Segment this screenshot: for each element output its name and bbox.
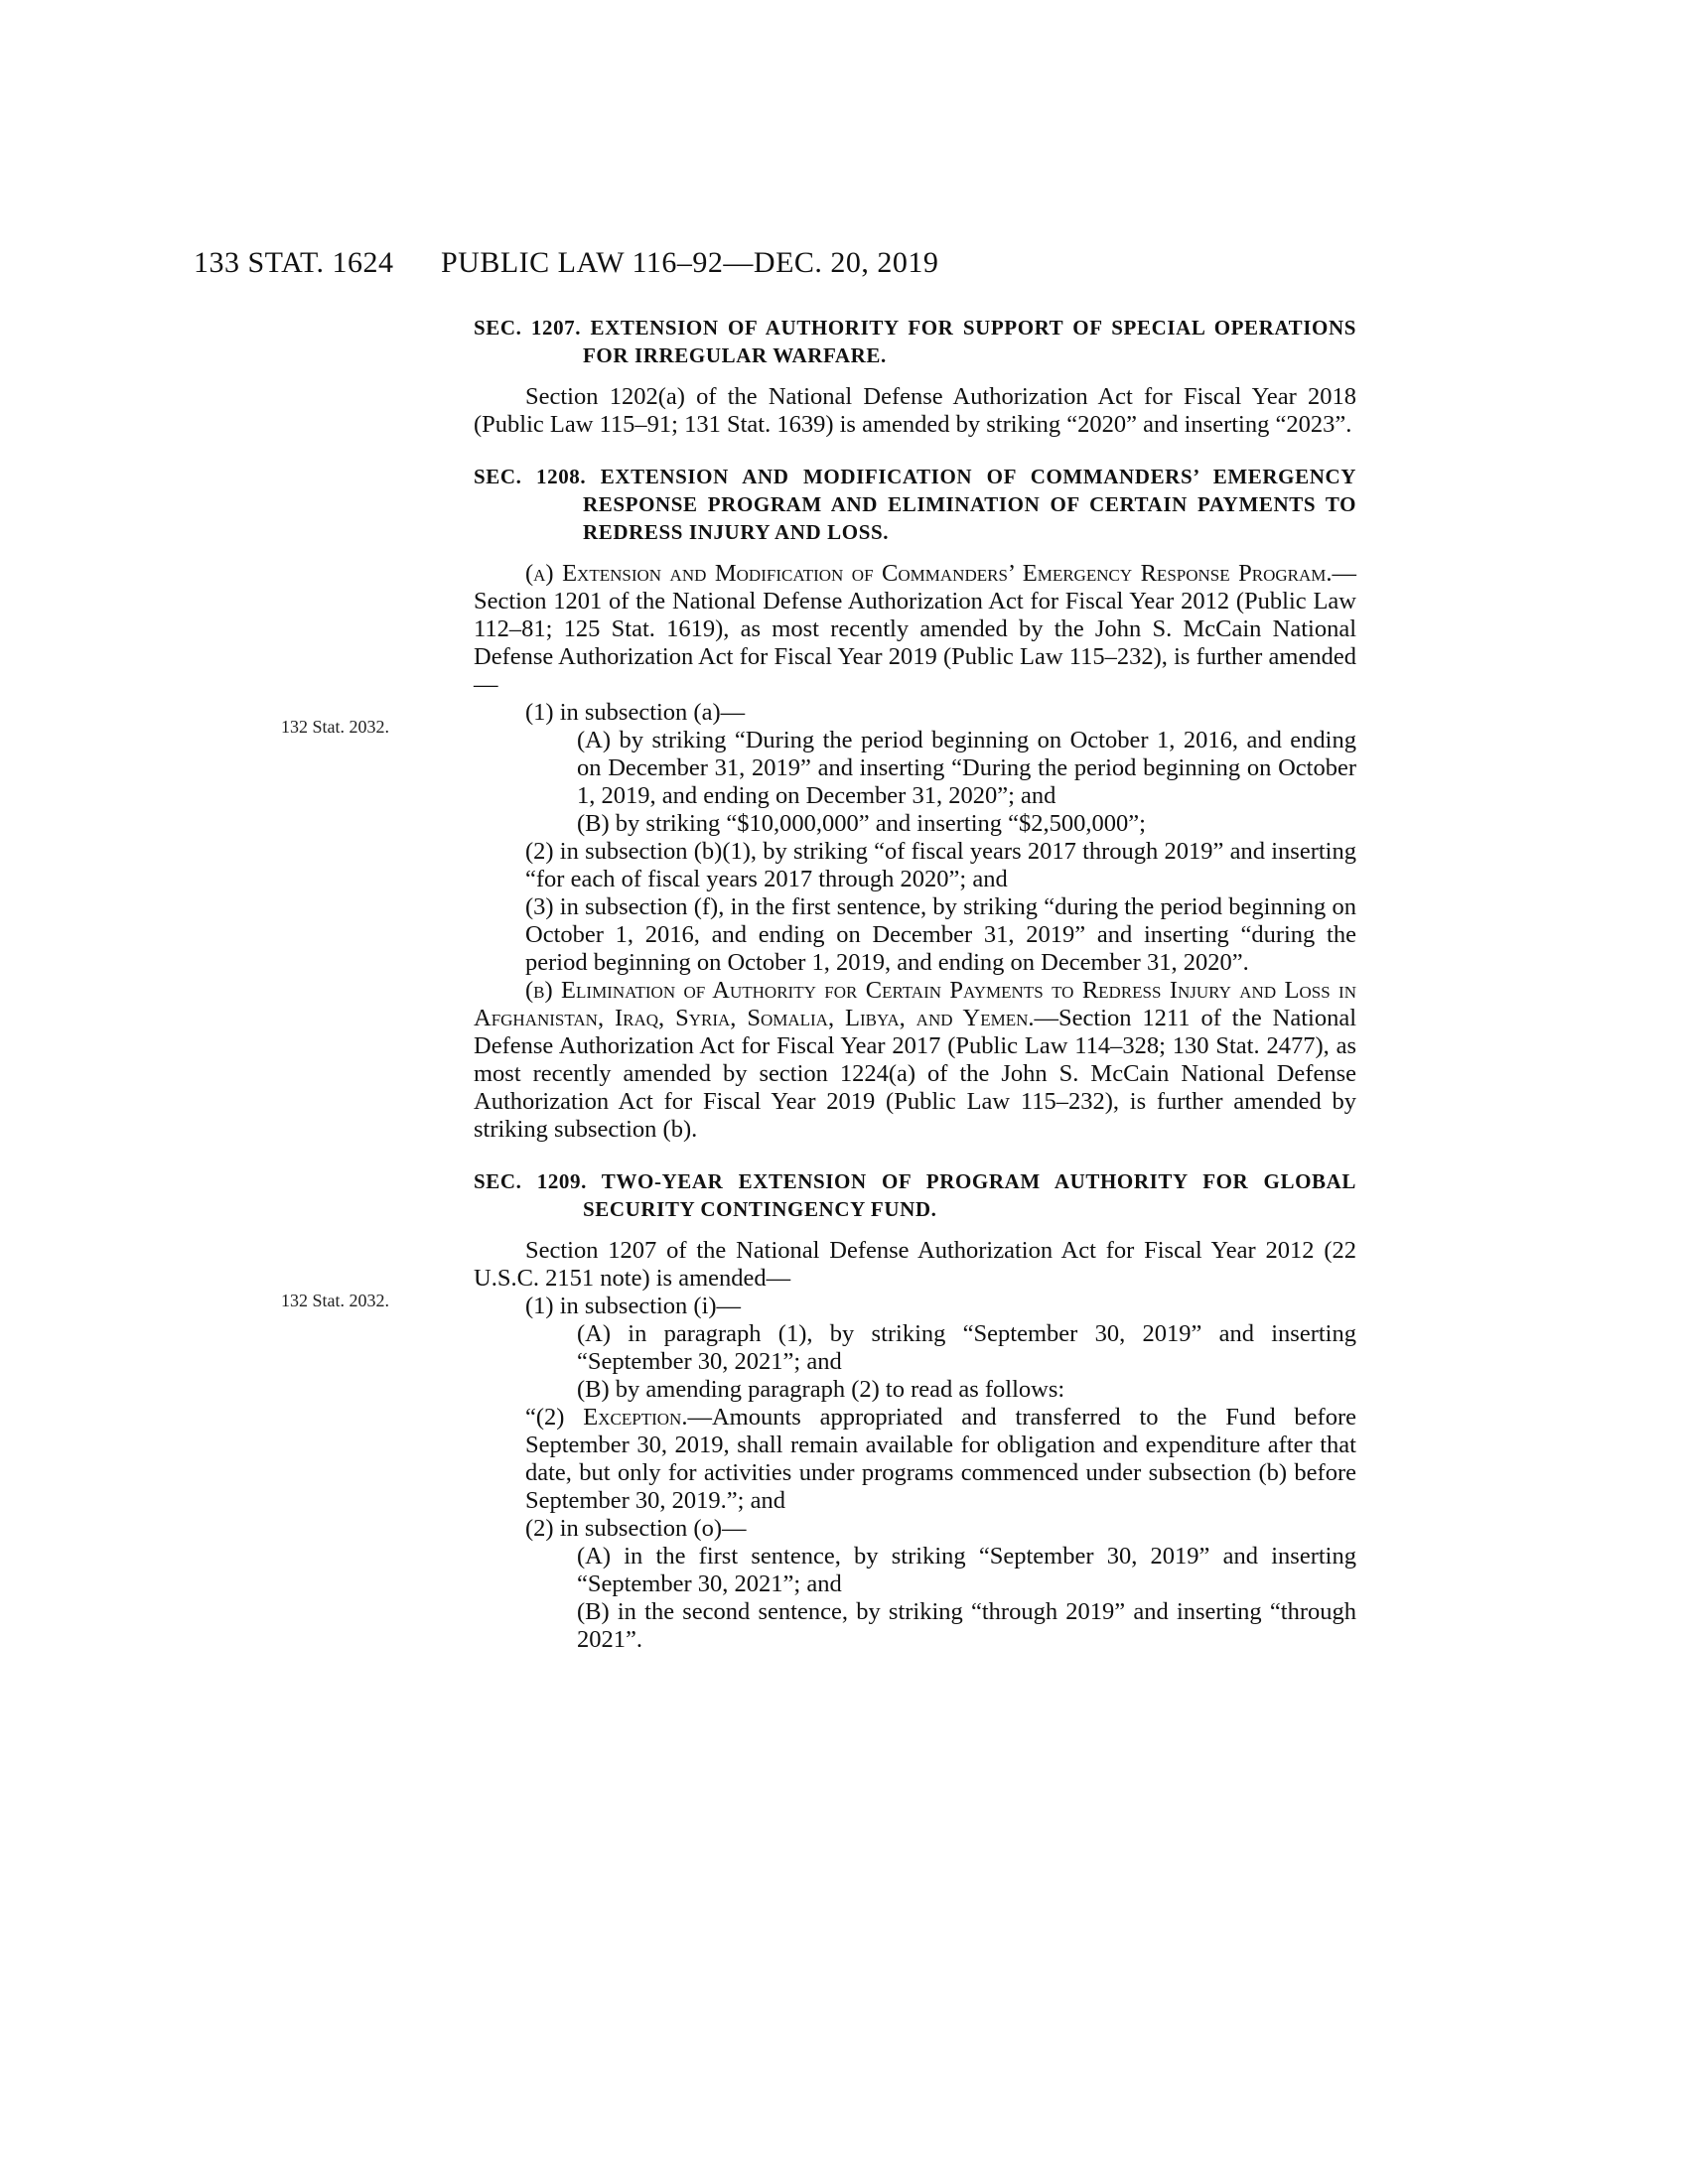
page-header-title: PUBLIC LAW 116–92—DEC. 20, 2019 [441, 246, 939, 279]
quoted-paragraph-text: —Amounts appropriated and transferred to the Fund before September 30, 2019, shall remain available for obligation and expenditure after that date, but only for activities under programs commenced under subsection (b) before September 30, 2019.”; and [525, 1404, 1356, 1514]
subparagraph-1B: (B) by striking “$10,000,000” and inserting “$2,500,000”; [577, 810, 1146, 837]
subsection-a [474, 560, 1356, 699]
subsection-a-heading: (a) Extension and Modification of Commanders’ Emergency Response Program. [525, 560, 1333, 587]
subsection-b [474, 977, 1356, 1144]
paragraph-1: (1) in subsection (a)— [525, 699, 746, 726]
document-body [474, 314, 1356, 1654]
paragraph-2: (2) in subsection (b)(1), by striking “of fiscal years 2017 through 2019” and inserting “for each of fiscal years 2017 through 2020”; and [525, 838, 1356, 892]
quoted-paragraph-heading: “(2) Exception. [525, 1404, 688, 1431]
page-reference: 133 STAT. 1624 [194, 246, 394, 279]
paragraph-3: (3) in subsection (f), in the first sentence, by striking “during the period beginning on October 1, 2016, and ending on December 31, 2019” and inserting “during the period beginning on October 1, 2019, and ending on December 31, 2020”. [525, 893, 1356, 976]
subsection-b-heading: (b) Elimination of Authority for Certain Payments to Redress Injury and Loss in Afghanistan, Iraq, Syria, Somalia, Libya, and Yemen. [474, 977, 1356, 1031]
section-1209-heading: SEC. 1209. TWO-YEAR EXTENSION OF PROGRAM AUTHORITY FOR GLOBAL SECURITY CONTINGENCY FUND. [474, 1169, 1356, 1221]
paragraph-2: (2) in subsection (o)— [525, 1515, 747, 1542]
section-1208-heading: SEC. 1208. EXTENSION AND MODIFICATION OF COMMANDERS’ EMERGENCY RESPONSE PROGRAM AND ELIMINATION OF CERTAIN PAYMENTS TO REDRESS INJURY AND LOSS. [474, 465, 1356, 544]
subsection-b-text: —Section 1211 of the National Defense Authorization Act for Fiscal Year 2017 (Public Law 114–328; 130 Stat. 2477), as most recently amended by section 1224(a) of the John S. McCain National Defense Authorization Act for Fiscal Year 2019 (Public Law 115–232), is further amended by striking subsection (b). [474, 1005, 1356, 1143]
subparagraph-2B: (B) in the second sentence, by striking “through 2019” and inserting “through 2021”. [577, 1598, 1356, 1653]
margin-note: 132 Stat. 2032. [281, 1291, 390, 1310]
paragraph-1: (1) in subsection (i)— [525, 1293, 742, 1319]
margin-note: 132 Stat. 2032. [281, 717, 390, 737]
subparagraph-2A: (A) in the first sentence, by striking “September 30, 2019” and inserting “September 30, 2021”; and [577, 1543, 1356, 1597]
section-1209-text: Section 1207 of the National Defense Authorization Act for Fiscal Year 2012 (22 U.S.C. 2151 note) is amended— [474, 1237, 1356, 1292]
section-1207-text: Section 1202(a) of the National Defense Authorization Act for Fiscal Year 2018 (Public Law 115–91; 131 Stat. 1639) is amended by striking “2020” and inserting “2023”. [474, 383, 1356, 438]
subparagraph-1A: (A) in paragraph (1), by striking “September 30, 2019” and inserting “September 30, 2021”; and [577, 1320, 1356, 1375]
section-1207-heading: SEC. 1207. EXTENSION OF AUTHORITY FOR SUPPORT OF SPECIAL OPERATIONS FOR IRREGULAR WARFARE. [474, 316, 1356, 367]
quoted-paragraph [474, 1404, 1356, 1515]
subparagraph-1B: (B) by amending paragraph (2) to read as follows: [577, 1376, 1065, 1403]
subsection-a-text: —Section 1201 of the National Defense Authorization Act for Fiscal Year 2012 (Public Law 112–81; 125 Stat. 1619), as most recently amended by the John S. McCain National Defense Authorization Act for Fiscal Year 2019 (Public Law 115–232), is further amended— [474, 560, 1356, 698]
subparagraph-1A: (A) by striking “During the period beginning on October 1, 2016, and ending on December 31, 2019” and inserting “During the period beginning on October 1, 2019, and ending on December 31, 2020”; and [577, 727, 1356, 809]
